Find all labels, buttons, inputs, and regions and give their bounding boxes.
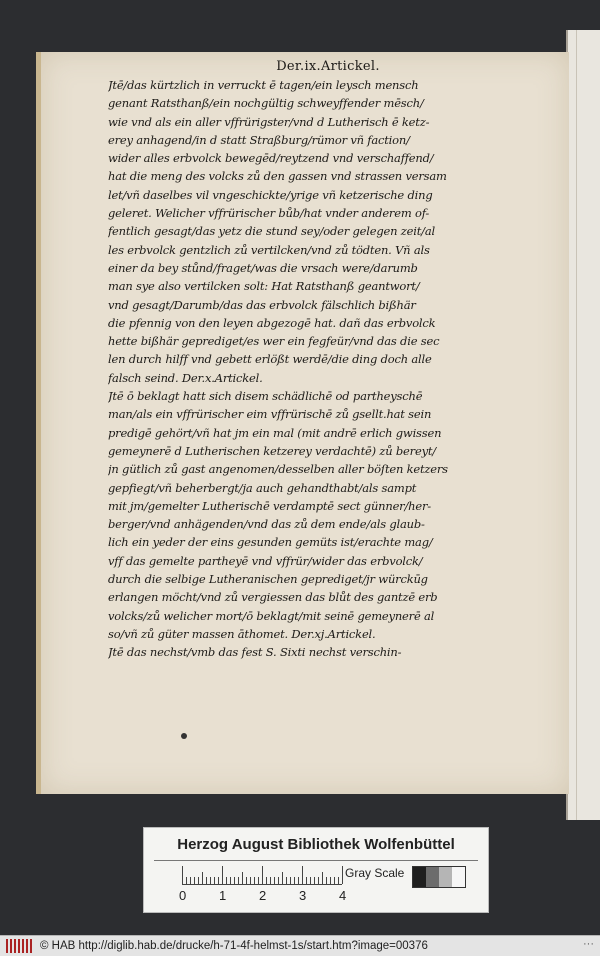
ruler-tick bbox=[258, 877, 259, 884]
text-line: gepfiegt/vñ beherbergt/ja auch gehandthabt/als sampt bbox=[108, 480, 417, 495]
ruler-number: 0 bbox=[179, 888, 187, 903]
text-line: len durch hilff vnd gebett erlößt werdē/die ding doch alle bbox=[108, 352, 432, 367]
ruler-tick bbox=[182, 866, 183, 884]
text-line: vff das gemelte partheyē vnd vffrür/wider das erbvolck/ bbox=[108, 553, 423, 568]
gray-scale-label: Gray Scale bbox=[345, 866, 405, 880]
ruler-tick bbox=[314, 877, 315, 884]
ruler-tick bbox=[206, 877, 207, 884]
text-line: erlangen möcht/vnd zů vergiessen das blůt des gantzē erb bbox=[108, 590, 438, 605]
ruler-tick bbox=[222, 866, 223, 884]
scale-ruler bbox=[182, 866, 342, 885]
ruler-tick bbox=[342, 866, 343, 884]
ruler-tick bbox=[250, 877, 251, 884]
ruler-tick bbox=[298, 877, 299, 884]
library-name: Herzog August Bibliothek Wolfenbüttel bbox=[177, 836, 455, 853]
ruler-tick bbox=[290, 877, 291, 884]
ruler-tick bbox=[334, 877, 335, 884]
text-line: durch die selbige Lutheranischen geprediget/jr würckūg bbox=[108, 572, 428, 587]
text-line: gemeynerē d Lutherischen ketzerey verdachtē) zů bereyt/ bbox=[108, 443, 436, 458]
ruler-tick bbox=[238, 877, 239, 884]
text-line: falsch seind. Der.x.Artickel. bbox=[108, 370, 263, 385]
ruler-tick bbox=[226, 877, 227, 884]
next-page-edge bbox=[566, 30, 600, 820]
ruler-number: 3 bbox=[299, 888, 307, 903]
ruler-tick bbox=[186, 877, 187, 884]
text-line: so/vñ zů güter massen āthomet. Der.xj.Artickel. bbox=[108, 626, 376, 641]
ruler-tick bbox=[190, 877, 191, 884]
gray-swatch bbox=[439, 867, 452, 887]
ruler-tick bbox=[326, 877, 327, 884]
card-divider bbox=[154, 860, 478, 861]
gray-swatch bbox=[426, 867, 439, 887]
ruler-tick bbox=[242, 872, 243, 884]
ruler-tick bbox=[278, 877, 279, 884]
ruler-tick bbox=[322, 872, 323, 884]
ruler-tick bbox=[330, 877, 331, 884]
ruler-number: 2 bbox=[259, 888, 267, 903]
ruler-tick bbox=[198, 877, 199, 884]
text-line: geleret. Welicher vffrürischer bůb/hat vnder anderem of- bbox=[108, 206, 430, 221]
ruler-tick bbox=[274, 877, 275, 884]
text-line: hette bißhär geprediget/es wer ein fegfeür/vnd das die sec bbox=[108, 334, 440, 349]
ruler-tick bbox=[262, 866, 263, 884]
ruler-tick bbox=[302, 866, 303, 884]
ruler-tick bbox=[202, 872, 203, 884]
text-line: mit jm/gemelter Lutherischē verdamptē sect günner/her- bbox=[108, 498, 431, 513]
ruler-number: 4 bbox=[339, 888, 347, 903]
hab-logo-icon bbox=[6, 939, 32, 953]
ruler-tick bbox=[306, 877, 307, 884]
ruler-tick bbox=[234, 877, 235, 884]
ruler-tick bbox=[310, 877, 311, 884]
text-line: Jtē/das kürtzlich in verruckt ē tagen/ein leysch mensch bbox=[108, 78, 419, 92]
text-line: jn gütlich zů gast angenomen/desselben aller böſten ketzers bbox=[108, 462, 448, 477]
gray-scale-swatches bbox=[412, 866, 466, 888]
ruler-tick bbox=[230, 877, 231, 884]
ruler-tick bbox=[270, 877, 271, 884]
ruler-number: 1 bbox=[219, 888, 227, 903]
text-line: man sye also vertilcken solt: Hat Ratsthanß geantwort/ bbox=[108, 279, 420, 294]
text-line: volcks/zů welicher mort/ō beklagt/mit seinē gemeynerē al bbox=[108, 608, 435, 623]
text-line: einer da bey stůnd/fraget/was die vrsach were/darumb bbox=[108, 260, 418, 275]
text-line: les erbvolck gentzlich zů vertilcken/vnd zů tödten. Vñ als bbox=[108, 242, 430, 257]
text-line: wider alles erbvolck bewegēd/reytzend vnd verschaffend/ bbox=[108, 151, 434, 166]
text-line: berger/vnd anhägenden/vnd das zů dem ende/als glaub- bbox=[108, 517, 425, 532]
text-line: let/vñ daselbes vil vngeschickte/yrige vñ ketzerische ding bbox=[108, 187, 433, 202]
text-line: lich ein yeder der eins gesunden gemüts ist/erachte mag/ bbox=[108, 535, 433, 550]
ruler-tick bbox=[246, 877, 247, 884]
gray-swatch bbox=[413, 867, 426, 887]
more-icon[interactable]: ··· bbox=[583, 938, 594, 950]
viewer-footer bbox=[0, 935, 600, 956]
text-line: predigē gehört/vñ hat jm ein mal (mit andrē erlich gwissen bbox=[108, 425, 442, 440]
color-calibration-card bbox=[143, 827, 489, 913]
text-line: die pfennig von den leyen abgezogē hat. dañ das erbvolck bbox=[108, 315, 436, 330]
text-line: Jtē ō beklagt hatt sich disem schädlichē od partheyschē bbox=[108, 389, 423, 404]
gray-swatch bbox=[452, 867, 465, 887]
article-heading: Der.ix.Artickel. bbox=[276, 59, 380, 74]
text-line: man/als ein vffrürischer eim vffrürischē zů gsellt.hat sein bbox=[108, 407, 432, 422]
text-line: hat die meng des volcks zů den gassen vnd strassen versam bbox=[108, 169, 447, 184]
ruler-tick bbox=[318, 877, 319, 884]
ruler-tick bbox=[194, 877, 195, 884]
text-line: fentlich gesagt/das yetz die stund sey/oder gelegen zeit/al bbox=[108, 224, 435, 239]
page-speck bbox=[181, 733, 187, 739]
ruler-tick bbox=[266, 877, 267, 884]
page-text bbox=[108, 58, 548, 662]
ruler-tick bbox=[338, 877, 339, 884]
ruler-tick bbox=[214, 877, 215, 884]
ruler-tick bbox=[210, 877, 211, 884]
text-line: vnd gesagt/Darumb/das das erbvolck fälschlich bißhär bbox=[108, 297, 416, 312]
ruler-tick bbox=[218, 877, 219, 884]
ruler-tick bbox=[282, 872, 283, 884]
text-line: wie vnd als ein aller vffrürigster/vnd d Lutherisch ē ketz- bbox=[108, 114, 430, 129]
ruler-tick bbox=[294, 877, 295, 884]
text-line: genant Ratsthanß/ein nochgültig schweyffender mēsch/ bbox=[108, 96, 424, 111]
source-url-text[interactable]: © HAB http://diglib.hab.de/drucke/h-71-4f-helmst-1s/start.htm?image=00376 bbox=[40, 940, 428, 952]
ruler-tick bbox=[254, 877, 255, 884]
text-line: erey anhagend/in d statt Straßburg/rümor vñ faction/ bbox=[108, 132, 410, 147]
ruler-tick bbox=[286, 877, 287, 884]
text-line: Jtē das nechst/vmb das fest S. Sixti nechst verschin- bbox=[108, 645, 402, 660]
